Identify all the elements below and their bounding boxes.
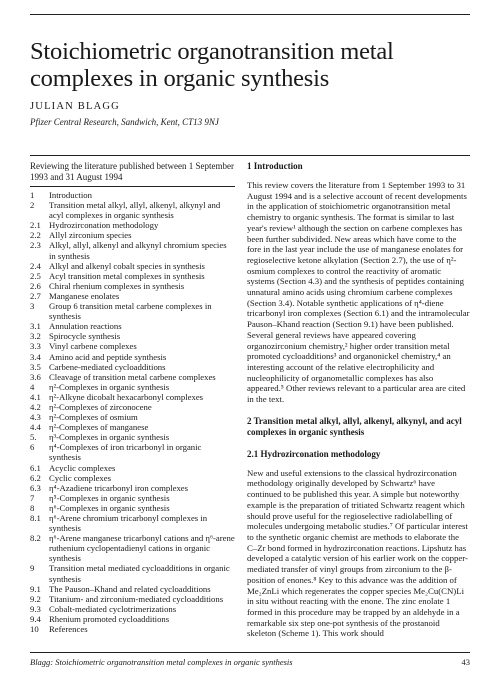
toc-item-text: η⁶-Arene chromium tricarbonyl complexes in synthesis bbox=[49, 513, 208, 534]
toc-item bbox=[30, 584, 235, 594]
toc-item bbox=[30, 442, 235, 462]
toc-item-text: Spirocycle synthesis bbox=[49, 331, 121, 342]
toc-item-text: Vinyl carbene complexes bbox=[49, 341, 137, 352]
toc-item-number: 4.3 bbox=[30, 412, 41, 423]
toc-item-text: η⁴-Azadiene tricarbonyl iron complexes bbox=[49, 482, 189, 493]
toc-item bbox=[30, 473, 235, 483]
section-heading-transition-metal: 2 Transition metal alkyl, allyl, alkenyl, alkynyl, and acyl complexes in organic synthesis bbox=[247, 415, 462, 437]
page-footer bbox=[30, 657, 470, 667]
hydrozirconation-paragraph: New and useful extensions to the classical hydrozirconation methodology originally developed by Schwartz⁶ have continued to be published this year. A simple but noteworthy example is the preparation of tritiated Schwartz reagent which should prove useful for the regioselective radiolabelling of molecules undergoing metabolic studies.⁷ Of particular interest to the synthetic organic chemist are methods to elaborate the C–Zr bond formed in hydrozirconation reactions. Lipshutz has developed a catalytic version of his earlier work on the copper-mediated transfer of vinyl groups from zirconium to the β-position of enones.⁸ Key to this advance was the addition of Me₂ZnLi which regenerates the copper species Me₂Cu(CN)Li in situ without reacting with the enone. The zinc enolate 1 formed in this procedure may be trapped by an aldehyde in a remarkable six step one-pot synthesis of the prostanoid skeleton (Scheme 1). This work should bbox=[247, 467, 468, 639]
toc-item-number: 9.1 bbox=[30, 583, 41, 594]
toc-item-number: 8 bbox=[30, 502, 35, 513]
toc-item bbox=[30, 563, 235, 583]
toc-item-number: 9.3 bbox=[30, 603, 41, 614]
toc-item-text: Hydrozirconation methodology bbox=[49, 220, 159, 231]
right-column bbox=[247, 161, 470, 639]
toc-item-number: 9.4 bbox=[30, 613, 41, 624]
toc-item-number: 9.2 bbox=[30, 593, 41, 604]
toc-item-number: 6.2 bbox=[30, 472, 41, 483]
toc-rule bbox=[30, 186, 235, 187]
toc-item-number: 2.3 bbox=[30, 240, 41, 251]
toc-item bbox=[30, 533, 235, 563]
section-heading-introduction: 1 Introduction bbox=[247, 161, 303, 171]
toc-item-text: Carbene-mediated cycloadditions bbox=[49, 361, 166, 372]
toc-item bbox=[30, 220, 235, 230]
toc-item-text: η²-Complexes of manganese bbox=[49, 422, 149, 433]
toc-item-number: 4.4 bbox=[30, 422, 41, 433]
toc-item-text: Transition metal mediated cycloadditions in organic synthesis bbox=[49, 563, 230, 584]
toc-item-number: 3.2 bbox=[30, 331, 41, 342]
toc-item-text: η⁵-Complexes in organic synthesis bbox=[49, 492, 170, 503]
toc-item-text: η²-Complexes of osmium bbox=[49, 412, 138, 423]
toc-item-text: η⁶-Arene manganese tricarbonyl cations and η⁶-arene ruthenium cyclopentadienyl cations in organic synthesis bbox=[49, 533, 235, 564]
toc-item bbox=[30, 483, 235, 493]
toc-item bbox=[30, 271, 235, 281]
toc-item bbox=[30, 331, 235, 341]
toc-item bbox=[30, 392, 235, 402]
toc-item bbox=[30, 463, 235, 473]
toc-item bbox=[30, 261, 235, 271]
toc-item-text: Introduction bbox=[49, 190, 92, 200]
toc-item-text: Amino acid and peptide synthesis bbox=[49, 351, 167, 362]
toc-item-text: Rhenium promoted cycloadditions bbox=[49, 613, 170, 624]
introduction-paragraph: This review covers the literature from 1 September 1993 to 31 August 1994 and is a selective account of recent developments in the application of stoichiometric organotransition metal chemistry to organic synthesis. The format is similar to last year's review¹ although the section on carbene complexes has been further subdivided. New areas which have come to the fore in the last year include the use of manganese enolates for regioselective ketone alkylation (Section 2.7), the use of η²-osmium complexes to control the reactivity of aromatic systems (Section 4.3) and the synthesis of peptides containing unnatural amino acids using chromium carbene complexes (Section 3.4). Notable synthetic applications of η⁴-diene tricarbonyl iron complexes (Section 6.1) and the intramolecular Pauson–Khand reaction (Section 9.1) have been published. Several general reviews have appeared covering organozirconium chemistry,² higher order transition metal promoted cycloadditions³ and organonickel chemistry,⁴ an interesting account of the relative electrophilicity and nucleophilicity of organometallic complexes has also appeared.⁵ Other reviews relevant to a particular area are cited in the text. bbox=[247, 180, 470, 405]
toc-item-text: η²-Alkyne dicobalt hexacarbonyl complexes bbox=[49, 391, 204, 402]
toc-item bbox=[30, 362, 235, 372]
toc-item-number: 6.1 bbox=[30, 462, 41, 473]
toc-item-number: 2.4 bbox=[30, 260, 41, 271]
toc-item bbox=[30, 503, 235, 513]
toc-item bbox=[30, 321, 235, 331]
toc-item-number: 2.6 bbox=[30, 280, 41, 291]
toc-item-number: 10 bbox=[30, 624, 39, 635]
toc-item-text: Allyl zirconium species bbox=[49, 230, 132, 241]
table-of-contents bbox=[30, 190, 235, 634]
toc-item bbox=[30, 382, 235, 392]
toc-item-number: 3.6 bbox=[30, 371, 41, 382]
toc-item bbox=[30, 341, 235, 351]
toc-item-text: Titanium- and zirconium-mediated cycloadditions bbox=[49, 593, 224, 604]
toc-item-text: Cleavage of transition metal carbene complexes bbox=[49, 371, 216, 382]
toc-item bbox=[30, 301, 235, 321]
toc-item-number: 2.5 bbox=[30, 270, 41, 281]
toc-item-number: 3.1 bbox=[30, 321, 41, 332]
toc-item bbox=[30, 624, 235, 634]
toc-item-text: The Pauson–Khand and related cycloadditions bbox=[49, 583, 211, 594]
page-title: Stoichiometric organotransition metal complexes in organic synthesis bbox=[30, 38, 394, 92]
author-affiliation: Pfizer Central Research, Sandwich, Kent, CT13 9NJ bbox=[30, 117, 219, 127]
top-rule bbox=[30, 14, 470, 15]
toc-item bbox=[30, 604, 235, 614]
toc-item-number: 5. bbox=[30, 432, 37, 443]
page-number: 43 bbox=[461, 657, 470, 667]
toc-item-text: References bbox=[49, 624, 88, 635]
toc-item-number: 6 bbox=[30, 442, 35, 453]
section-rule bbox=[30, 155, 470, 156]
toc-item bbox=[30, 190, 235, 200]
toc-item-text: η⁶-Complexes in organic synthesis bbox=[49, 502, 170, 513]
toc-item-text: Manganese enolates bbox=[49, 290, 120, 301]
toc-item-number: 8.2 bbox=[30, 533, 41, 544]
footer-rule bbox=[30, 652, 470, 653]
toc-item-number: 4.1 bbox=[30, 391, 41, 402]
toc-item-text: η²-Complexes in organic synthesis bbox=[49, 381, 170, 392]
toc-item-number: 8.1 bbox=[30, 513, 41, 523]
toc-item bbox=[30, 513, 235, 533]
toc-item-number: 9 bbox=[30, 563, 35, 574]
toc-item-number: 2.2 bbox=[30, 230, 41, 241]
toc-item-text: Acyl transition metal complexes in synthesis bbox=[49, 270, 205, 281]
toc-item-number: 3.4 bbox=[30, 351, 41, 362]
toc-item bbox=[30, 200, 235, 220]
toc-item-text: Cobalt-mediated cyclotrimerizations bbox=[49, 603, 177, 614]
toc-item bbox=[30, 372, 235, 382]
toc-item bbox=[30, 352, 235, 362]
toc-item-text: Alkyl and alkenyl cobalt species in synthesis bbox=[49, 260, 205, 271]
toc-item bbox=[30, 594, 235, 604]
toc-item-number: 1 bbox=[30, 190, 35, 200]
toc-item bbox=[30, 402, 235, 412]
toc-item bbox=[30, 412, 235, 422]
toc-item-number: 3.5 bbox=[30, 361, 41, 372]
toc-item-number: 3 bbox=[30, 301, 35, 312]
toc-item-text: η³-Complexes in organic synthesis bbox=[49, 432, 170, 443]
toc-item-text: Transition metal alkyl, allyl, alkenyl, alkynyl and acyl complexes in organic synthesis bbox=[49, 200, 221, 221]
review-period-note: Reviewing the literature published between 1 September 1993 and 31 August 1994 bbox=[30, 161, 234, 182]
toc-item bbox=[30, 230, 235, 240]
toc-item bbox=[30, 281, 235, 291]
toc-item-text: Group 6 transition metal carbene complexes in synthesis bbox=[49, 301, 212, 322]
toc-item-text: η⁴-Complexes of iron tricarbonyl in organic synthesis bbox=[49, 442, 202, 463]
left-column bbox=[30, 161, 235, 634]
toc-item-number: 2.7 bbox=[30, 290, 41, 301]
toc-item bbox=[30, 614, 235, 624]
toc-item bbox=[30, 422, 235, 432]
toc-item-text: Chiral rhenium complexes in synthesis bbox=[49, 280, 185, 291]
toc-item-number: 3.3 bbox=[30, 341, 41, 352]
toc-item bbox=[30, 432, 235, 442]
toc-item-text: Cyclic complexes bbox=[49, 472, 112, 483]
toc-item-text: Alkyl, allyl, alkenyl and alkynyl chromium species in synthesis bbox=[49, 240, 227, 261]
toc-item-text: η²-Complexes of zirconocene bbox=[49, 401, 152, 412]
author-name: JULIAN BLAGG bbox=[30, 101, 120, 112]
subsection-heading-hydrozirconation: 2.1 Hydrozirconation methodology bbox=[247, 448, 381, 459]
toc-item-number: 4.2 bbox=[30, 401, 41, 412]
toc-item-number: 2.1 bbox=[30, 220, 41, 231]
toc-item bbox=[30, 240, 235, 260]
toc-item-number: 2 bbox=[30, 200, 35, 211]
toc-item-number: 4 bbox=[30, 381, 35, 392]
toc-item bbox=[30, 493, 235, 503]
toc-item-number: 6.3 bbox=[30, 482, 41, 493]
toc-item-text: Annulation reactions bbox=[49, 321, 122, 332]
running-title: Blagg: Stoichiometric organotransition metal complexes in organic synthesis bbox=[30, 657, 293, 667]
toc-item-number: 7 bbox=[30, 492, 35, 503]
toc-item bbox=[30, 291, 235, 301]
toc-item-text: Acyclic complexes bbox=[49, 462, 116, 473]
